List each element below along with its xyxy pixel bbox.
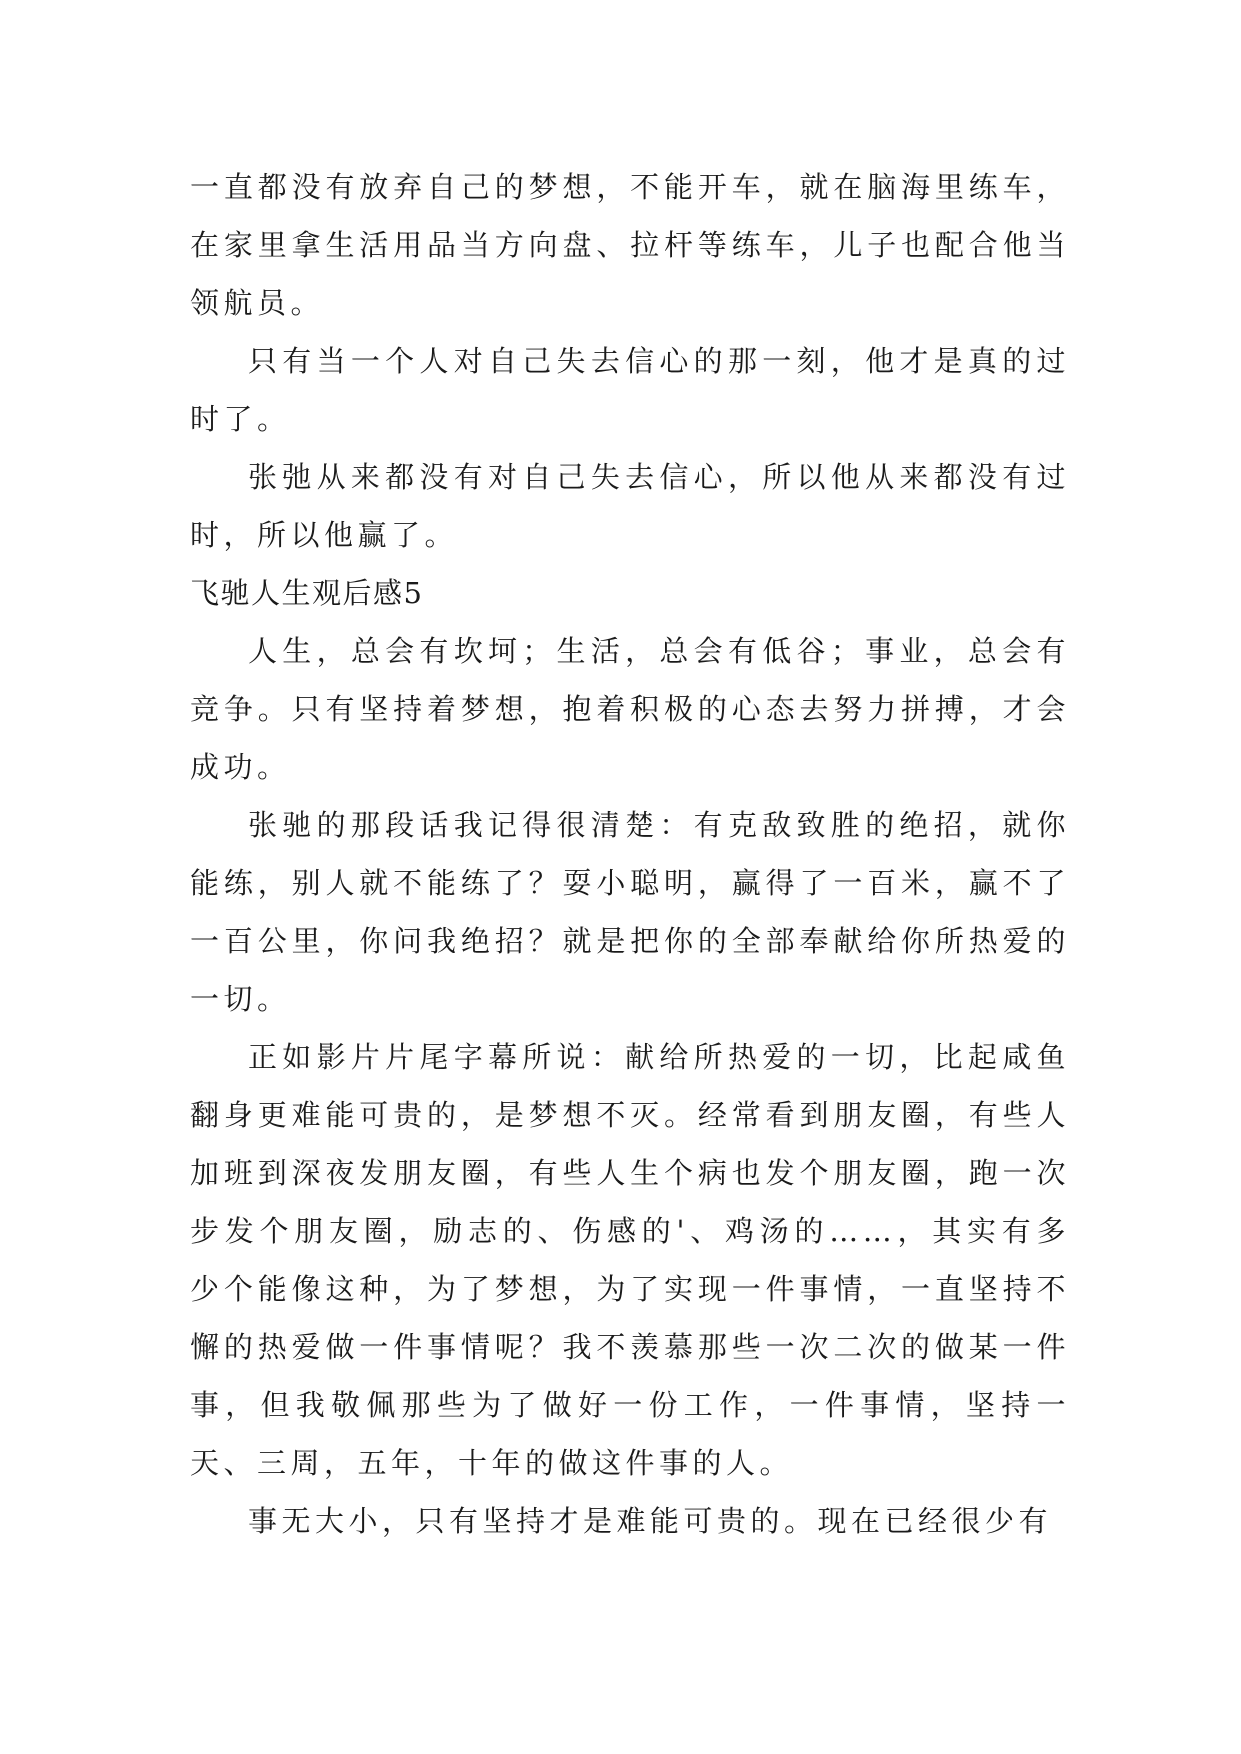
paragraph: 张驰的那段话我记得很清楚：有克敌致胜的绝招，就你能练，别人就不能练了？耍小聪明，赢得了一百米，赢不了一百公里，你问我绝招？就是把你的全部奉献给你所热爱的一切。 — [190, 808, 1070, 1016]
document-body — [190, 158, 1070, 1550]
paragraph-continuation: 一直都没有放弃自己的梦想，不能开车，就在脑海里练车，在家里拿生活用品当方向盘、拉杆等练车，儿子也配合他当领航员。 — [190, 170, 1070, 320]
paragraph: 人生，总会有坎坷；生活，总会有低谷；事业，总会有竞争。只有坚持着梦想，抱着积极的心态去努力拼搏，才会成功。 — [190, 634, 1070, 784]
paragraph: 只有当一个人对自己失去信心的那一刻，他才是真的过时了。 — [190, 344, 1070, 436]
paragraph-truncated: 事无大小，只有坚持才是难能可贵的。现在已经很少有 — [248, 1504, 1053, 1538]
paragraph: 正如影片片尾字幕所说：献给所热爱的一切，比起咸鱼翻身更难能可贵的，是梦想不灭。经常看到朋友圈，有些人加班到深夜发朋友圈，有些人生个病也发个朋友圈，跑一次步发个朋友圈，励志的、伤感的'、鸡汤的……，其实有多少个能像这种，为了梦想，为了实现一件事情，一直坚持不懈的热爱做一件事情呢？我不羡慕那些一次二次的做某一件事，但我敬佩那些为了做好一份工作，一件事情，坚持一天、三周，五年，十年的做这件事的人。 — [190, 1040, 1070, 1480]
section-heading: 飞驰人生观后感5 — [190, 576, 424, 610]
paragraph: 张弛从来都没有对自己失去信心，所以他从来都没有过时，所以他赢了。 — [190, 460, 1070, 552]
